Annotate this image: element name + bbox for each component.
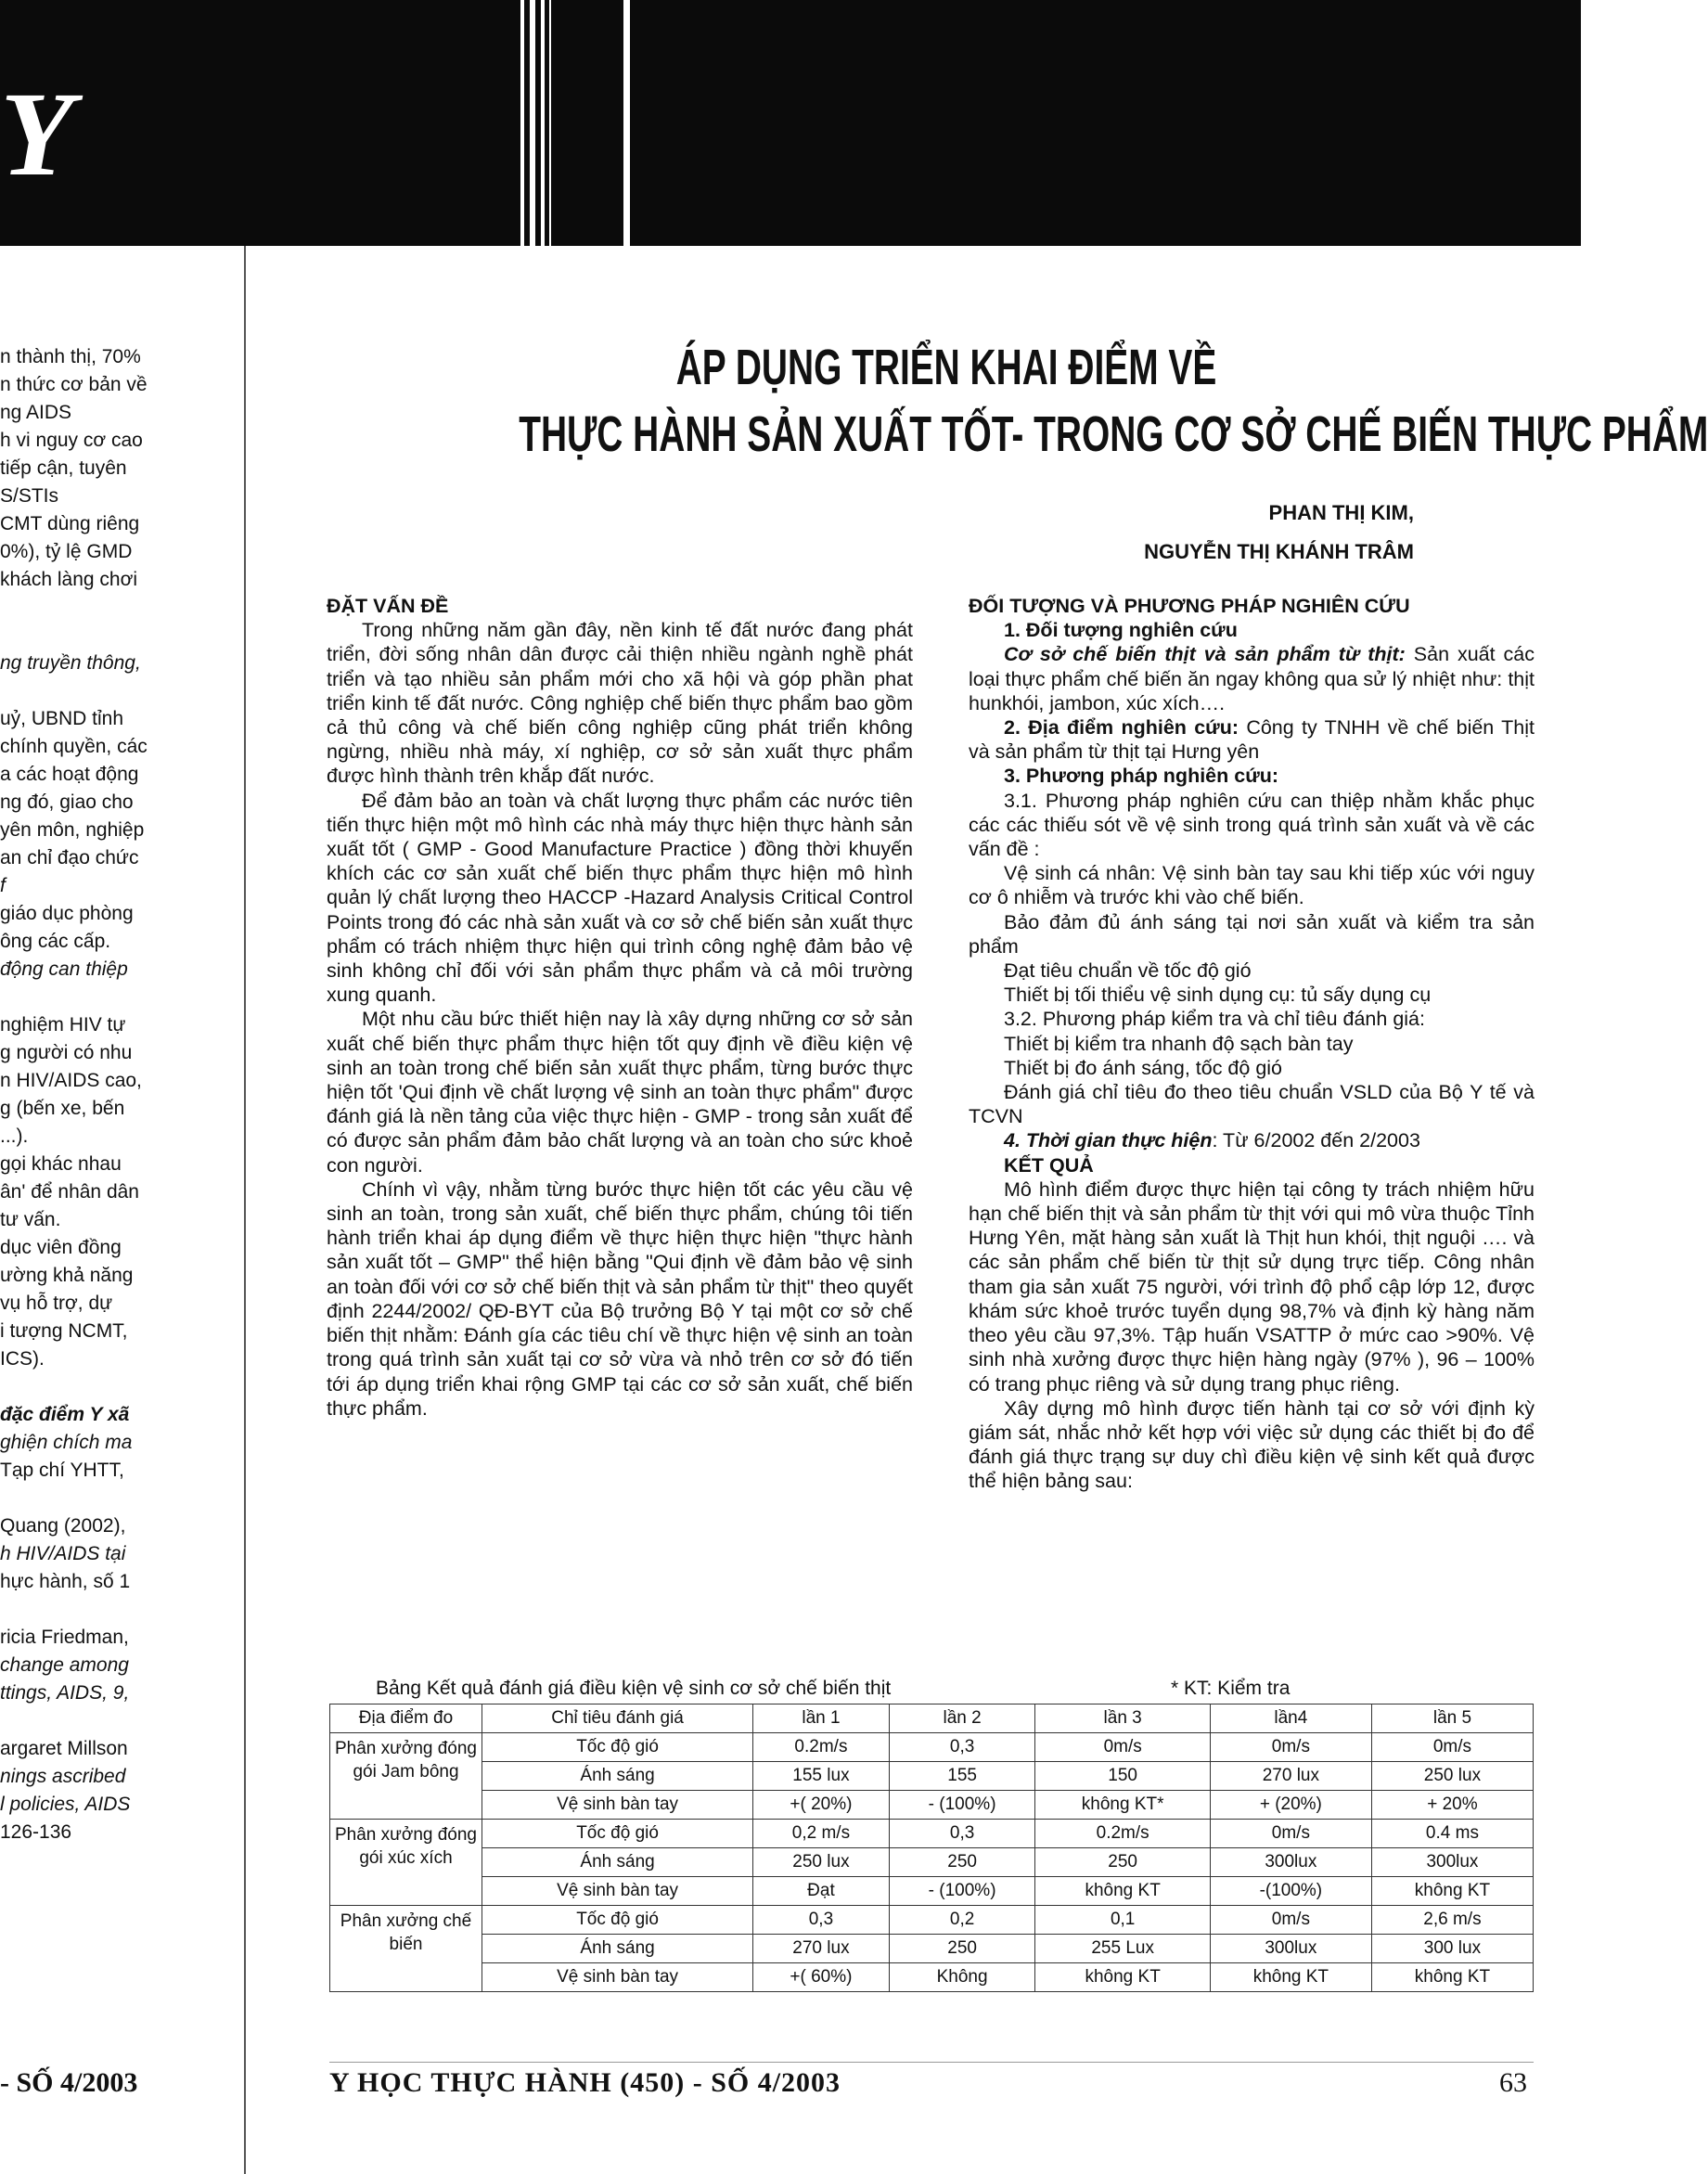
paragraph (969, 715, 1535, 764)
section-heading-intro: ĐẶT VẤN ĐỀ (327, 595, 449, 617)
table-cell: 0,1 (1035, 1906, 1210, 1935)
table-cell: không KT (1371, 1877, 1533, 1906)
fragment-line: an chỉ đạo chức (0, 847, 139, 868)
table-cell: 0,3 (753, 1906, 890, 1935)
fragment-line: ân' để nhân dân (0, 1181, 139, 1203)
fragment-line: n thành thị, 70% (0, 346, 141, 367)
author-1: PHAN THỊ KIM, (1268, 501, 1414, 524)
paragraph: Thiết bị đo ánh sáng, tốc độ gió (1004, 1056, 1283, 1079)
table-cell: Vệ sinh bàn tay (482, 1877, 753, 1906)
header-band-stripes (519, 0, 630, 246)
fragment-gap (0, 1485, 167, 1512)
author-2: NGUYỄN THỊ KHÁNH TRÂM (1144, 540, 1414, 563)
table-cell: 155 lux (753, 1762, 890, 1791)
header-band-left (0, 0, 519, 246)
table-cell: 270 lux (753, 1935, 890, 1963)
table-header-cell: lần 1 (753, 1704, 890, 1733)
table-header-cell: lần 5 (1371, 1704, 1533, 1733)
paragraph: Đánh giá chỉ tiêu đo theo tiêu chuẩn VSLD của Bộ Y tế và TCVN (969, 1081, 1535, 1128)
table-cell: Ánh sáng (482, 1762, 753, 1791)
section-heading-results: KẾT QUẢ (1004, 1153, 1094, 1177)
table-cell: 300lux (1371, 1848, 1533, 1877)
paragraph: Bảo đảm đủ ánh sáng tại nơi sản xuất và kiểm tra sản phẩm (969, 910, 1535, 958)
article-title (519, 334, 1708, 468)
table-cell: + (20%) (1210, 1791, 1371, 1820)
logo-icon: Y (0, 68, 74, 201)
table-cell: 0.2m/s (753, 1733, 890, 1762)
fragment-line: yên môn, nghiệp (0, 819, 145, 841)
table-header-row (330, 1704, 1534, 1733)
table-cell: 250 (889, 1935, 1035, 1963)
fragment-line: ông các cấp. (0, 931, 111, 952)
table-cell: 250 (1035, 1848, 1210, 1877)
fragment-line: n HIV/AIDS cao, (0, 1070, 142, 1091)
table-cell: 300 lux (1371, 1935, 1533, 1963)
fragment-line: g người có nhu (0, 1042, 133, 1063)
fragment-gap (0, 984, 167, 1011)
fragment-line: 0%), tỷ lệ GMD (0, 541, 133, 562)
table-header-cell: lần 3 (1035, 1704, 1210, 1733)
table-cell: 300lux (1210, 1935, 1371, 1963)
title-line-2: THỰC HÀNH SẢN XUẤT TỐT- TRONG CƠ SỞ CHẾ BIẾN THỰC PHẨM (519, 406, 1708, 462)
table-row (330, 1906, 1534, 1935)
table-cell: 0,2 m/s (753, 1820, 890, 1848)
fragment-line: dục viên đồng (0, 1237, 122, 1258)
table-cell: 150 (1035, 1762, 1210, 1791)
fragment-line: g (bến xe, bến (0, 1098, 125, 1119)
fragment-line: i tượng NCMT, (0, 1320, 128, 1342)
fragment-gap (0, 1596, 167, 1624)
table-row (330, 1791, 1534, 1820)
fragment-gap (0, 1373, 167, 1401)
fragment-line: nings ascribed (0, 1766, 126, 1787)
fragment-line: change among (0, 1654, 129, 1676)
paragraph (969, 1128, 1535, 1152)
paragraph: Xây dựng mô hình được tiến hành tại cơ sở với định kỳ giám sát, nhắc nhở kết hợp với việc sử dụng các thiết bị đo để đánh giá thực trạng sự duy chì điều kiện vệ sinh kết quả được thể hiện bảng sau: (969, 1396, 1535, 1493)
paragraph-text: : Từ 6/2002 đến 2/2003 (1212, 1129, 1420, 1152)
table-cell: +( 20%) (753, 1791, 890, 1820)
fragment-line: Tạp chí YHTT, (0, 1460, 124, 1481)
table-cell: 0.4 ms (1371, 1820, 1533, 1848)
paragraph (969, 642, 1535, 715)
fragment-line: n thức cơ bản về (0, 374, 148, 395)
table-row (330, 1820, 1534, 1848)
table-cell: 270 lux (1210, 1762, 1371, 1791)
paragraph: 3.1. Phương pháp nghiên cứu can thiệp nhằm khắc phục các các thiếu sót về vệ sinh trong quá trình sản xuất và về các vấn đề : (969, 789, 1535, 861)
table-cell: Ánh sáng (482, 1935, 753, 1963)
table-cell: 0,3 (889, 1733, 1035, 1762)
lead-text: 2. Địa điểm nghiên cứu: (1004, 716, 1239, 740)
fragment-line: ng truyền thông, (0, 652, 141, 674)
table-cell: Vệ sinh bàn tay (482, 1963, 753, 1992)
table-cell: 0m/s (1371, 1733, 1533, 1762)
table-row (330, 1762, 1534, 1791)
fragment-line: tư vấn. (0, 1209, 61, 1230)
table-area-cell: Phân xưởng đóng gói Jam bông (330, 1733, 482, 1820)
table-cell: Không (889, 1963, 1035, 1992)
subheading: 1. Đối tượng nghiên cứu (1004, 619, 1238, 642)
fragment-gap (0, 1707, 167, 1735)
fragment-line: f (0, 875, 6, 896)
column-left (327, 594, 913, 1421)
table-row (330, 1963, 1534, 1992)
table-cell: Tốc độ gió (482, 1820, 753, 1848)
table-cell: 0m/s (1210, 1906, 1371, 1935)
fragment-line: uỷ, UBND tỉnh (0, 708, 124, 729)
paragraph: Trong những năm gần đây, nền kinh tế đất nước đang phát triển, đời sống nhân dân được cải thiện nhiều ngành nghề phát triển và tạo nhiều sản phẩm mới cho xã hội và góp phần phat triển kinh tế đất nước. Công nghiệp chế biến thực phẩm bao gồm cả thủ công và chế biến công nghiệp cũng phát triển không ngừng, nhiều nhà máy, xí nghiệp, cơ sở sản xuất thực phẩm được hình thành trên khắp đất nước. (327, 619, 913, 788)
paragraph-text: Công ty TNHH về chế biến Thịt và sản phẩm từ thịt tại Hưng yên (969, 716, 1535, 764)
table-cell: 0m/s (1210, 1820, 1371, 1848)
table-cell: 0m/s (1035, 1733, 1210, 1762)
paragraph: Một nhu cầu bức thiết hiện nay là xây dựng những cơ sở sản xuất chế biến thực phẩm thực hiện tốt quy định về điều kiện vệ sinh an toàn trong chế biến sản xuất thực phẩm, từng bước thực hiện tốt 'Qui định về chất lượng vệ sinh an toàn thực phẩm" được đánh giá là nền tảng của việc thực hiện - GMP - trong sản xuất để có được sản phẩm đảm bảo chất lượng và an toàn cho sức khoẻ con người. (327, 1008, 913, 1177)
table-cell: 0m/s (1210, 1733, 1371, 1762)
table-cell: 250 (889, 1848, 1035, 1877)
table-body (330, 1733, 1534, 1992)
fragment-line: ttings, AIDS, 9, (0, 1682, 130, 1704)
fragment-line: ng AIDS (0, 402, 72, 423)
table-cell: - (100%) (889, 1791, 1035, 1820)
lead-text: 4. Thời gian thực hiện (1004, 1129, 1213, 1152)
results-table (329, 1704, 1534, 1992)
table-row (330, 1877, 1534, 1906)
previous-article-fragment (0, 343, 167, 1846)
table-cell: Đạt (753, 1877, 890, 1906)
fragment-line: ng đó, giao cho (0, 791, 134, 813)
fragment-line: đặc điểm Y xã (0, 1404, 130, 1425)
table-cell: Tốc độ gió (482, 1906, 753, 1935)
table-cell: 250 lux (1371, 1762, 1533, 1791)
column-right (969, 594, 1535, 1494)
fragment-line: khách làng chơi (0, 569, 138, 590)
footer-journal: Y HỌC THỰC HÀNH (450) - SỐ 4/2003 (329, 2067, 841, 2098)
fragment-line: Quang (2002), (0, 1515, 126, 1537)
table-cell: 155 (889, 1762, 1035, 1791)
footer-left-issue: - SỐ 4/2003 (0, 2067, 138, 2098)
table-cell: - (100%) (889, 1877, 1035, 1906)
fragment-line: argaret Millson (0, 1738, 128, 1759)
table-header-cell: lần4 (1210, 1704, 1371, 1733)
fragment-line: ghiện chích ma (0, 1432, 133, 1453)
fragment-line: gọi khác nhau (0, 1153, 122, 1175)
table-cell: + 20% (1371, 1791, 1533, 1820)
header-gap (623, 0, 630, 246)
fragment-line: động can thiệp (0, 958, 128, 980)
table-cell: không KT (1371, 1963, 1533, 1992)
section-heading-methods: ĐỐI TƯỢNG VÀ PHƯƠNG PHÁP NGHIÊN CỨU (969, 595, 1410, 617)
table-cell: 2,6 m/s (1371, 1906, 1533, 1935)
fragment-line: ricia Friedman, (0, 1627, 129, 1648)
subheading: 3. Phương pháp nghiên cứu: (1004, 765, 1279, 788)
table-area-cell: Phân xưởng đóng gói xúc xích (330, 1820, 482, 1906)
fragment-line: chính quyền, các (0, 736, 148, 757)
fragment-line: CMT dùng riêng (0, 513, 140, 534)
fragment-line: hực hành, số 1 (0, 1571, 131, 1592)
fragment-line: l policies, AIDS (0, 1794, 131, 1815)
fragment-line: 126-136 (0, 1821, 72, 1843)
table-cell: 255 Lux (1035, 1935, 1210, 1963)
fragment-line: giáo dục phòng (0, 903, 134, 924)
paragraph: Thiết bị kiểm tra nhanh độ sạch bàn tay (1004, 1032, 1354, 1055)
table-row (330, 1848, 1534, 1877)
table-cell: 0,3 (889, 1820, 1035, 1848)
table-cell: 250 lux (753, 1848, 890, 1877)
fragment-gap (0, 594, 167, 622)
title-line-1: ÁP DỤNG TRIỂN KHAI ĐIỂM VỀ (675, 340, 1217, 395)
fragment-line: h HIV/AIDS tại (0, 1543, 126, 1564)
authors (1144, 494, 1414, 572)
paragraph: Mô hình điểm được thực hiện tại công ty trách nhiệm hữu hạn chế biến thịt và sản phẩm từ thịt với qui mô vừa thuộc Tỉnh Hưng Yên, mặt hàng sản xuất là Thịt hun khói, thịt nguội …. và các sản phẩm chế biến từ thịt sử dụng trực tiếp. Công nhân tham gia sản xuất 75 người, với trình độ phổ cập lớp 12, được khám sức khoẻ trước tuyển dụng 98,7% và định kỳ hàng năm theo yêu cầu 97,3%. Tập huấn VSATTP ở mức cao >90%. Vệ sinh nhà xưởng được thực hiện hàng ngày (97% ), 96 – 100% có trang phục riêng và sử dụng trang phục riêng. (969, 1177, 1535, 1396)
gutter-line (244, 246, 246, 2174)
paragraph: Để đảm bảo an toàn và chất lượng thực phẩm các nước tiên tiến thực hiện một mô hình các nhà máy thực hiện thực hành sản xuất tốt ( GMP - Good Manufacture Practice ) đồng thời khuyến khích các cơ sản xuất chế biến thực phẩm thực hiện mô hình quản lý chất lượng theo HACCP -Hazard Analysis Critical Control Points trong đó các nhà sản xuất và cơ sở chế biến sản xuất thực phẩm có trách nhiệm thực hiện qui trình công nghệ đảm bảo vệ sinh không chỉ đối với sản phẩm thực phẩm và cả môi trường xung quanh. (327, 789, 913, 1007)
table-cell: Tốc độ gió (482, 1733, 753, 1762)
fragment-line: a các hoạt động (0, 764, 139, 785)
table-header-cell: Địa điểm đo (330, 1704, 482, 1733)
table-cell: Ánh sáng (482, 1848, 753, 1877)
table-header-cell: Chỉ tiêu đánh giá (482, 1704, 753, 1733)
page-number: 63 (1499, 2067, 1527, 2098)
footer-rule (329, 2062, 1534, 2063)
fragment-gap (0, 622, 167, 650)
paragraph: Đạt tiêu chuẩn về tốc độ gió (1004, 959, 1252, 983)
table-cell: 0,2 (889, 1906, 1035, 1935)
paragraph: 3.2. Phương pháp kiểm tra và chỉ tiêu đánh giá: (1004, 1008, 1425, 1031)
table-cell: +( 60%) (753, 1963, 890, 1992)
fragment-line: ICS). (0, 1348, 45, 1370)
table-row (330, 1733, 1534, 1762)
table-cell: 0.2m/s (1035, 1820, 1210, 1848)
paragraph-text: Sản xuất các loại thực phẩm chế biến ăn ngay không qua sử lý nhiệt như: thịt hunkhói, jambon, xúc xích…. (969, 643, 1535, 714)
fragment-line: ...). (0, 1126, 29, 1147)
table-note: * KT: Kiểm tra (1171, 1678, 1291, 1699)
table-cell: không KT* (1035, 1791, 1210, 1820)
table-cell: không KT (1210, 1963, 1371, 1992)
fragment-line: vụ hỗ trợ, dự (0, 1293, 113, 1314)
table-caption: Bảng Kết quả đánh giá điều kiện vệ sinh cơ sở chế biến thịt (376, 1678, 892, 1699)
table-cell: 300lux (1210, 1848, 1371, 1877)
table-area-cell: Phân xưởng chế biến (330, 1906, 482, 1992)
table-cell: không KT (1035, 1877, 1210, 1906)
fragment-line: tiếp cận, tuyên (0, 457, 127, 479)
table-header-cell: lần 2 (889, 1704, 1035, 1733)
paragraph: Chính vì vậy, nhằm từng bước thực hiện tốt các yêu cầu vệ sinh an toàn, trong sản xuất, chế biến thực phẩm, chúng tôi tiến hành triển khai áp dụng điểm về thực hiện thực hiện "thực hành sản xuất tốt – GMP" thể hiện bằng "Qui định về đảm bảo vệ sinh an toàn đối với cơ sở chế biến thịt và sản phẩm từ thịt" theo quyết định 2244/2002/ QĐ-BYT của Bộ trưởng Bộ Y tại một cơ sở chế biến thịt nhằm: Đánh gía các tiêu chí về thực hiện vệ sinh an toàn trong quá trình sản xuất tại cơ sở vừa và nhỏ trên cơ sở đó tiến tới áp dụng triển khai rộng GMP tại các cơ sở sản xuất, chế biến thực phẩm. (327, 1177, 913, 1420)
table-cell: Vệ sinh bàn tay (482, 1791, 753, 1820)
fragment-line: ường khả năng (0, 1265, 134, 1286)
fragment-gap (0, 677, 167, 705)
lead-text: Cơ sở chế biến thịt và sản phẩm từ thịt: (1004, 643, 1406, 666)
header-band-right (630, 0, 1581, 246)
table-cell: -(100%) (1210, 1877, 1371, 1906)
table-cell: không KT (1035, 1963, 1210, 1992)
paragraph: Vệ sinh cá nhân: Vệ sinh bàn tay sau khi tiếp xúc với nguy cơ ô nhiễm và trước khi vào chế biến. (969, 862, 1535, 909)
table-row (330, 1935, 1534, 1963)
paragraph: Thiết bị tối thiểu vệ sinh dụng cụ: tủ sấy dụng cụ (1004, 984, 1432, 1007)
fragment-line: h vi nguy cơ cao (0, 430, 143, 451)
fragment-line: S/STIs (0, 485, 59, 507)
fragment-line: nghiệm HIV tự (0, 1014, 126, 1036)
